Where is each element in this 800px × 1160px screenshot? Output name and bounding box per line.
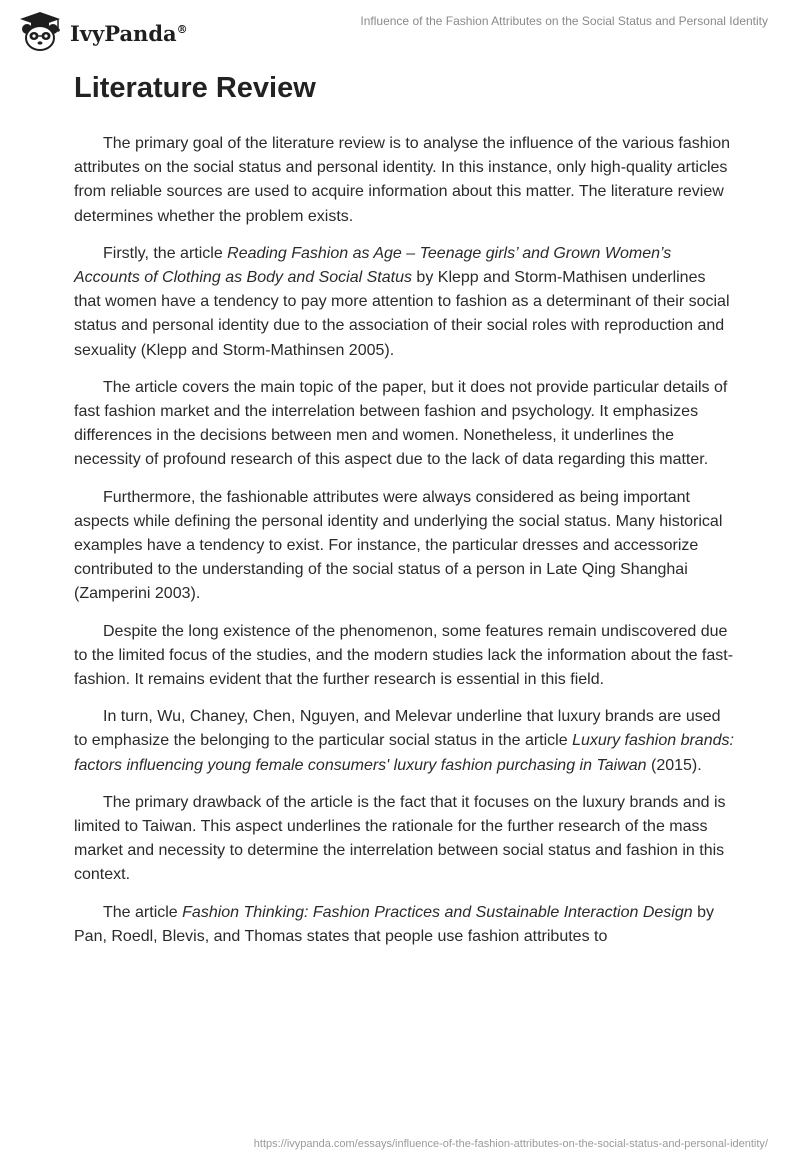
paragraph-text: (2015). <box>646 756 702 774</box>
paragraph-text: In turn, Wu, Chaney, Chen, Nguyen, and Melevar underline that luxury brands are used to emphasize the belonging to the particular social status in the article <box>74 708 721 750</box>
panda-logo-icon <box>14 10 66 52</box>
paragraph <box>74 486 734 607</box>
paragraph-text: by Pan, Roedl, Blevis, and Thomas states that people use fashion attributes to <box>74 903 714 945</box>
paragraph <box>74 901 734 949</box>
paragraph-text: Furthermore, the fashionable attributes were always considered as being important aspects while defining the personal identity and underlying the social status. Many historical examples have a tendency to exist. For instance, the particular dresses and accessorize contributed to the understanding of the social status of a person in Late Qing Shanghai (Zamperini 2003). <box>74 488 723 603</box>
document-title: Influence of the Fashion Attributes on the Social Status and Personal Identity <box>360 14 768 28</box>
paragraph <box>74 376 734 473</box>
paragraph-text: The article <box>103 903 183 921</box>
logo[interactable] <box>14 10 188 52</box>
paragraph-text: The primary drawback of the article is the fact that it focuses on the luxury brands and is limited to Taiwan. This aspect underlines the rationale for the further research of the mass market and necessity to determine the interrelation between social status and fashion in this context. <box>74 793 726 884</box>
essay-body <box>74 132 734 962</box>
paragraph-text: Firstly, the article <box>103 244 228 262</box>
paragraph <box>74 620 734 693</box>
paragraph <box>74 705 734 778</box>
paragraph-text: by Klepp and Storm-Mathisen underlines that women have a tendency to pay more attention to fashion as a determinant of their social status and personal identity due to the association of their social roles with reproduction and sexuality (Klepp and Storm-Mathinsen 2005). <box>74 269 730 359</box>
page-header <box>0 0 800 70</box>
paragraph-text: The article covers the main topic of the paper, but it does not provide particular details of fast fashion market and the interrelation between fashion and psychology. It emphasizes differences in the decisions between men and women. Nonetheless, it underlines the necessity of profound research of this aspect due to the lack of data regarding this matter. <box>74 378 728 469</box>
paragraph <box>74 132 734 229</box>
paragraph <box>74 791 734 888</box>
paragraph <box>74 242 734 363</box>
paragraph-text: The primary goal of the literature review is to analyse the influence of the various fashion attributes on the social status and personal identity. In this instance, only high-quality articles from reliable sources are used to acquire information about this matter. The literature review determines whether the problem exists. <box>74 135 730 225</box>
article-title: Reading Fashion as Age – Teenage girls’ and Grown Women’s Accounts of Clothing as Body and Social Status <box>74 244 672 287</box>
article-title: Luxury fashion brands: factors influencing young female consumers' luxury fashion purchasing in Taiwan <box>74 732 734 774</box>
source-url[interactable]: https://ivypanda.com/essays/influence-of-the-fashion-attributes-on-the-social-status-and-personal-identity/ <box>253 1138 768 1150</box>
paragraph-text: Despite the long existence of the phenomenon, some features remain undiscovered due to the limited focus of the studies, and the modern studies lack the information about the fast-fashion. It remains evident that the further research is essential in this field. <box>74 622 734 689</box>
brand-name: IvyPanda® <box>70 20 188 46</box>
section-heading: Literature Review <box>74 72 316 104</box>
article-title: Fashion Thinking: Fashion Practices and Sustainable Interaction Design <box>182 903 693 921</box>
